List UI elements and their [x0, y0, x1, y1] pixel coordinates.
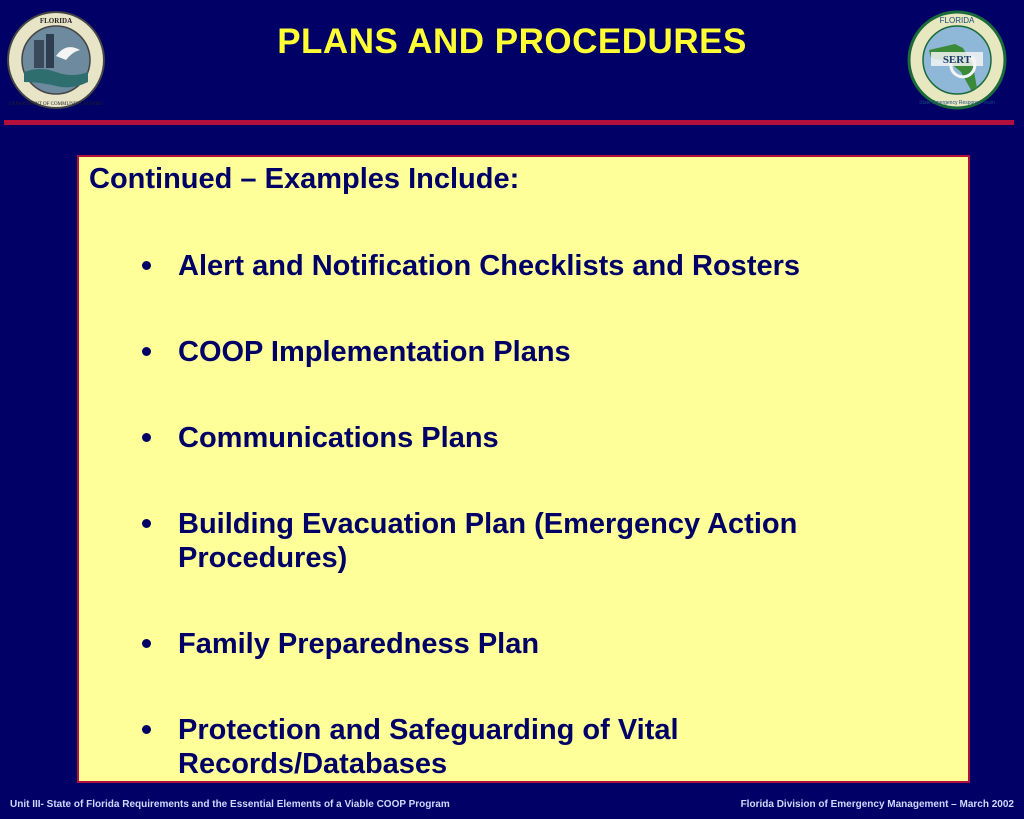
content-intro: Continued – Examples Include: — [89, 163, 520, 195]
footer-left-text: Unit III- State of Florida Requirements and the Essential Elements of a Viable COOP Program — [10, 799, 450, 810]
bullet-icon — [142, 347, 151, 356]
bullet-icon — [142, 433, 151, 442]
list-item-text: Communications Plans — [178, 422, 499, 454]
right-seal-ring-text: State Emergency Response Team — [919, 100, 995, 106]
list-item-text: COOP Implementation Plans — [178, 336, 571, 368]
content-panel — [77, 155, 970, 783]
left-seal-top-text: FLORIDA — [39, 17, 73, 25]
list-item-text: Protection and Safeguarding of Vital Records/Databases — [178, 714, 679, 780]
bullet-icon — [142, 639, 151, 648]
list-item-text: Building Evacuation Plan (Emergency Action Procedures) — [178, 508, 798, 574]
left-seal-ring-text: DEPARTMENT OF COMMUNITY AFFAIRS — [8, 102, 104, 107]
florida-sert-seal-icon — [907, 10, 1007, 110]
bullet-icon — [142, 725, 151, 734]
right-seal-top-text: FLORIDA — [939, 16, 975, 25]
page-title: PLANS AND PROCEDURES — [277, 22, 747, 61]
bullet-icon — [142, 519, 151, 528]
list-item-text: Alert and Notification Checklists and Rosters — [178, 250, 801, 282]
header-divider — [4, 120, 1014, 125]
footer-right-text: Florida Division of Emergency Management – March 2002 — [740, 799, 1014, 810]
list-item-text: Family Preparedness Plan — [178, 628, 540, 660]
bullet-icon — [142, 261, 151, 270]
right-seal-center-text: SERT — [942, 54, 972, 66]
